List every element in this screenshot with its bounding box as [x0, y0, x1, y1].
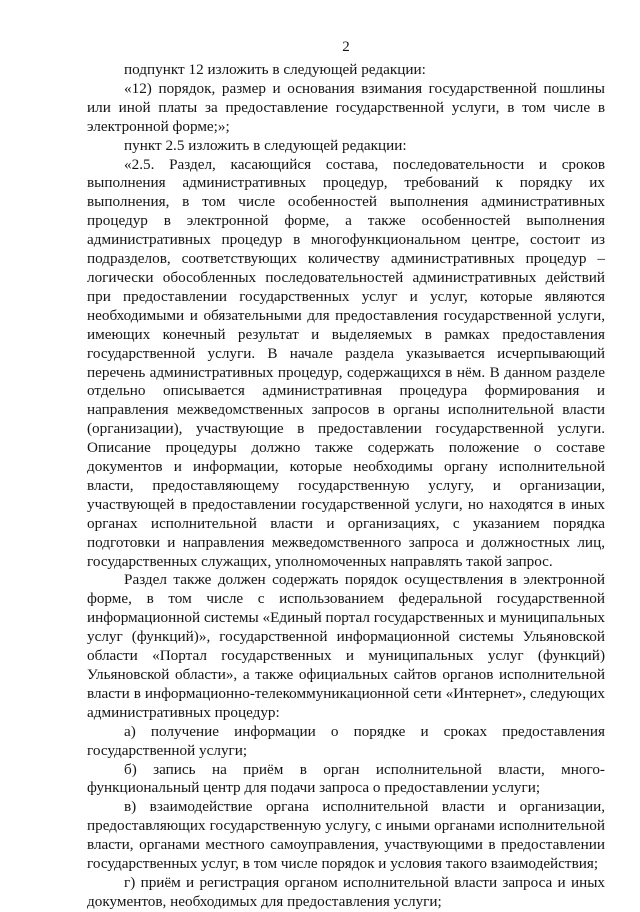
paragraph: б) запись на приём в орган исполнительной власти, много-функциональный центр для подачи запроса о предоставлении услуги; [87, 760, 605, 797]
paragraph: в) взаимодействие органа исполнительной власти и организации, предоставляющих государственную услугу, с иными органами исполнительной власти, органами местного самоуправления, участвующими в предоставлении государственных услуг, в том числе порядок и условия такого взаимодействия; [87, 798, 605, 873]
paragraph: пункт 2.5 изложить в следующей редакции: [124, 136, 407, 154]
paragraph: «12) порядок, размер и основания взимания государственной пошлины или иной платы за предоставление государственной услуги, в том числе в электронной форме;»; [87, 79, 605, 135]
paragraph: а) получение информации о порядке и сроках предоставления государственной услуги; [87, 722, 605, 759]
page-number: 2 [342, 39, 350, 55]
paragraph: подпункт 12 изложить в следующей редакции: [124, 61, 426, 78]
paragraph: г) приём и регистрация органом исполнительной власти запроса и иных документов, необходимых для предоставления услуги; [87, 873, 605, 910]
paragraph: Раздел также должен содержать порядок осуществления в электронной форме, в том числе с использованием федеральной государственной информационной системы «Единый портал государственных и муниципальных услуг (функций)», государственной информационной системы Ульяновской области «Портал государственных и муниципальных услуг (функций) Ульяновской области», а также официальных сайтов органов исполнительной власти в информационно-телекоммуникационной сети «Интернет», следующих административных процедур: [87, 571, 605, 721]
paragraph: «2.5. Раздел, касающийся состава, последовательности и сроков выполнения административных процедур, требований к порядку их выполнения, в том числе особенностей выполнения административных процедур в электронной форме, а также особенностей выполнения административных процедур в многофункциональном центре, состоит из подразделов, соответствующих количеству административных процедур – логически обособленных последовательностей административных действий при предоставлении государственных услуг и услуг, которые являются необходимыми и обязательными для предоставления государственной услуги, имеющих конечный результат и выделяемых в рамках предоставления государственной услуги. В начале раздела указывается исчерпывающий перечень административных процедур, содержащихся в нём. В данном разделе отдельно описывается административная процедура формирования и направления межведомственных запросов в органы исполнительной власти (организации), участвующие в предоставлении государственной услуги. Описание процедуры должно также содержать положение о составе документов и информации, которые необходимы органу исполнительной власти, предоставляющему государственную услугу, и организации, участвующей в предоставлении государственной услуги, но находятся в иных органах исполнительной власти и организациях, с указанием порядка подготовки и направления межведомственного запроса и должностных лиц, государственных служащих, уполномоченных направлять такой запрос. [87, 155, 605, 570]
document-body [87, 61, 605, 912]
